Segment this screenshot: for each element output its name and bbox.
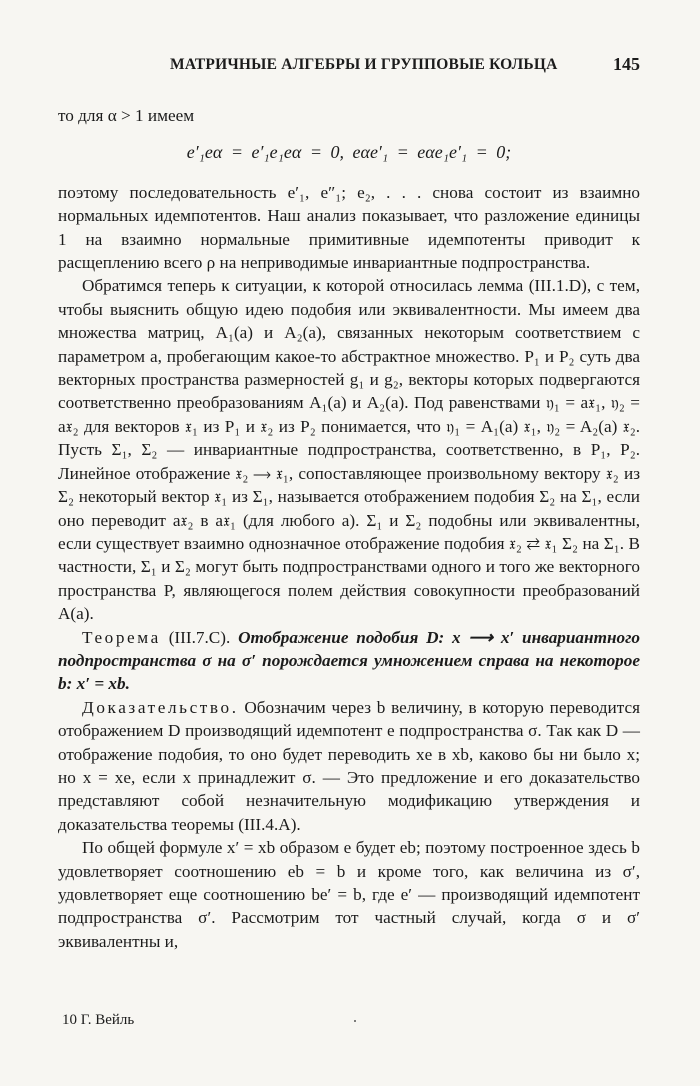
theorem bbox=[58, 626, 640, 696]
proof bbox=[58, 696, 640, 836]
print-speck bbox=[354, 1020, 356, 1022]
page-number: 145 bbox=[613, 54, 640, 74]
display-formula: e′₁eα = e′₁e₁eα = 0, eαe′₁ = eαe₁e′₁ = 0; bbox=[186, 142, 512, 163]
theorem-statement: Отображение подобия D: x ⟶ x′ инвариантного подпространства σ на σ′ порождается умножением справа на некоторое b: x′ = xb. bbox=[58, 627, 641, 694]
proof-text: Обозначим через b величину, в которую переводится отображением D производящий идемпотент e подпространства σ. Так как D — отображение подобия, то оно будет переводить xe в xb, каково бы ни было x; но x = xe, если x принадлежит σ. — Это предложение и его доказательство представляют собой незначительную модификацию утверждения и доказательства теоремы (III.4.A). bbox=[58, 697, 640, 834]
paragraph-analysis: поэтому последовательность e′₁, e″₁; e₂, . . . снова состоит из взаимно нормальных идемпотентов. Наш анализ показывает, что разложение единицы 1 на взаимно нормальные примитивные идемпотенты приводит к расщеплению всего ρ на неприводимые инвариантные подпространства. bbox=[58, 182, 640, 273]
running-header bbox=[160, 54, 640, 78]
signature-mark: 10 Г. Вейль bbox=[62, 1012, 135, 1028]
header-title: МАТРИЧНЫЕ АЛГЕБРЫ И ГРУППОВЫЕ КОЛЬЦА bbox=[170, 56, 558, 73]
paragraph-general-formula: По общей формуле x′ = xb образом e будет eb; поэтому построенное здесь b удовлетворяет соотношению eb = b и кроме того, как величина из σ′, удовлетворяет еще соотношению be′ = b, где e′ — производящий идемпотент подпространства σ′. Рассмотрим тот частный случай, когда σ и σ′ эквивалентны и, bbox=[58, 838, 640, 951]
theorem-ref: (III.7.C). bbox=[168, 627, 231, 647]
paragraph-similarity: Обратимся теперь к ситуации, к которой относилась лемма (III.1.D), с тем, чтобы выяснить общую идею подобия или эквивалентности. Мы имеем два множества матриц, A₁(a) и A₂(a), связанных некоторым соответствием с параметром a, пробегающим какое-то абстрактное множество. P₁ и P₂ суть два векторных пространства размерностей g₁ и g₂, векторы которых подвергаются соответственно преобразованиям A₁(a) и A₂(a). Под равенствами 𝔶₁ = a𝔵₁, 𝔶₂ = a𝔵₂ для векторов 𝔵₁ из P₁ и 𝔵₂ из P₂ понимается, что 𝔶₁ = A₁(a) 𝔵₁, 𝔶₂ = A₂(a) 𝔵₂. Пусть Σ₁, Σ₂ — инвариантные подпространства, соответственно, в P₁, P₂. Линейное отображение 𝔵₂ ⟶ 𝔵₁, сопоставляющее произвольному вектору 𝔵₂ из Σ₂ некоторый вектор 𝔵₁ из Σ₁, называется отображением подобия Σ₂ на Σ₁, если оно переводит a𝔵₂ в a𝔵₁ (для любого a). Σ₁ и Σ₂ подобны или эквивалентны, если существует взаимно однозначное отображение подобия 𝔵₂ ⇄ 𝔵₁ Σ₂ на Σ₁. В частности, Σ₁ и Σ₂ могут быть подпространствами одного и того же векторного пространства P, являющегося полем действия совокупности преобразований A(a). bbox=[58, 276, 640, 624]
theorem-label: Теорема bbox=[82, 627, 161, 647]
proof-label: Доказательство. bbox=[82, 697, 239, 717]
intro-line: то для α > 1 имеем bbox=[58, 106, 195, 125]
page-body bbox=[58, 104, 640, 953]
